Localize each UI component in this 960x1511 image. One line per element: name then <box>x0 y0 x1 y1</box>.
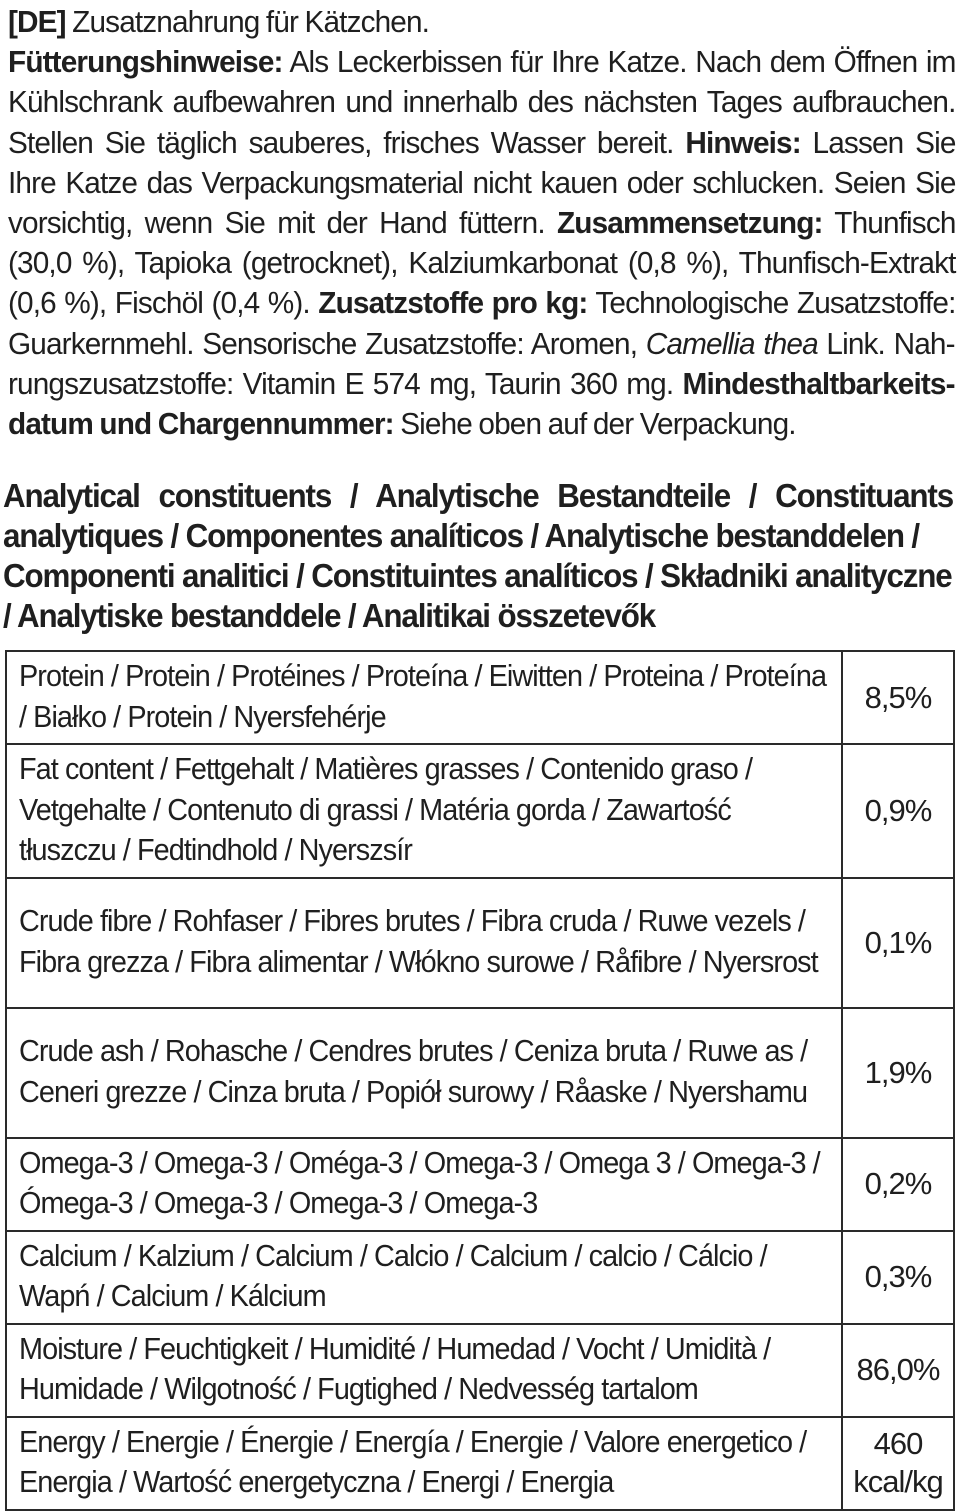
constituent-name: Calcium / Kalzium / Calcium / Calcio / Calcium / calcio / Cálcio / Wapń / Calcium / Kálcium <box>19 1237 767 1313</box>
additives-italic-text: Camellia thea <box>645 325 818 361</box>
constituent-value: 1,9% <box>842 1008 954 1138</box>
best-before-label: Mindesthaltbarkeitsdatum und Chargennummer: <box>8 365 956 442</box>
language-tag: [DE] <box>8 4 66 39</box>
constituent-name-cell <box>6 651 842 744</box>
table-row <box>6 1231 954 1324</box>
additives-text-1: Technologische Zusatzstoffe: Guarkernmehl. Sensorische Zusatzstoffe: Aromen, <box>8 285 956 361</box>
additives-text-2: Link. Nahrungszusatzstoffe: Vitamin E 574 mg, Taurin 360 mg. <box>8 325 956 401</box>
table-row <box>6 1417 954 1510</box>
constituent-value: 0,1% <box>842 878 954 1008</box>
note-text: Lassen Sie Ihre Katze das Verpackungsmaterial nicht kauen oder schlucken. Seien Sie vorsichtig, wenn Sie mit der Hand füttern. <box>8 124 956 241</box>
constituent-name-cell <box>6 1417 842 1510</box>
heading-line: Componenti analitici / Constituintes analíticos / Składniki analityczne <box>3 557 952 594</box>
table-row <box>6 1138 954 1231</box>
table-row <box>6 878 954 1008</box>
constituent-name-cell <box>6 1324 842 1417</box>
constituent-name: Crude ash / Rohasche / Cendres brutes / Ceniza bruta / Ruwe as / Ceneri grezze / Cinza bruta / Popiół surowy / Råaske / Nyershamu <box>19 1033 808 1109</box>
constituent-value: 8,5% <box>842 651 954 744</box>
constituent-name: Fat content / Fettgehalt / Matières grasses / Contenido graso / Vetgehalte / Contenuto di grassi / Matéria gorda / Zawartość tłuszczu / Fedtindhold / Nyerszsír <box>19 751 753 867</box>
analytical-constituents-heading <box>3 476 953 636</box>
constituent-name: Protein / Protein / Protéines / Proteína / Eiwitten / Proteina / Proteína / Białko / Protein / Nyersfehérje <box>19 658 827 734</box>
product-description: Zusatznahrung für Kätzchen. <box>72 4 430 39</box>
heading-line: analytiques / Componentes analíticos / Analytische bestanddelen / <box>3 517 920 554</box>
additives-label: Zusatzstoffe pro kg: <box>318 285 588 321</box>
constituent-name-cell <box>6 878 842 1008</box>
constituent-value: 0,3% <box>842 1231 954 1324</box>
table-row <box>6 651 954 744</box>
constituent-name-cell <box>6 1008 842 1138</box>
table-row <box>6 1324 954 1417</box>
product-label-text <box>8 2 956 444</box>
constituent-name: Moisture / Feuchtigkeit / Humidité / Humedad / Vocht / Umidità / Humidade / Wilgotność / Fugtighed / Nedvesség tartalom <box>19 1330 771 1406</box>
table-row <box>6 744 954 878</box>
constituent-name: Crude fibre / Rohfaser / Fibres brutes / Fibra cruda / Ruwe vezels / Fibra grezza / Fibra alimentar / Włókno surowe / Råfibre / Nyersrost <box>19 903 818 979</box>
constituent-name-cell <box>6 1231 842 1324</box>
constituent-value: 0,9% <box>842 744 954 878</box>
constituent-value: 460 kcal/kg <box>842 1417 954 1510</box>
feeding-text: Als Leckerbissen für Ihre Katze. Nach dem Öffnen im Kühlschrank aufbewahren und innerhalb des nächsten Tages aufbrauchen. Stellen Sie täglich sauberes, frisches Wasser bereit. <box>8 44 956 160</box>
constituent-name-cell <box>6 744 842 878</box>
analytical-constituents-table <box>5 650 955 1511</box>
constituent-value: 0,2% <box>842 1138 954 1231</box>
feeding-label: Fütterungshinweise: <box>8 44 283 80</box>
constituent-value: 86,0% <box>842 1324 954 1417</box>
heading-line: Analytical constituents / Analytische Bestandteile / Constituants <box>3 477 953 514</box>
constituent-name: Energy / Energie / Énergie / Energía / Energie / Valore energetico / Energia / Wartość energetyczna / Energi / Energia <box>19 1423 807 1499</box>
best-before-text: Siehe oben auf der Verpackung. <box>400 406 796 442</box>
heading-line: / Analytiske bestanddele / Analitikai összetevők <box>3 597 656 634</box>
composition-text: Thunfisch (30,0 %), Tapioka (getrocknet), Kalziumkarbonat (0,8 %), Thunfisch-Extrakt (0,6 %), Fischöl (0,4 %). <box>8 205 956 321</box>
composition-label: Zusammensetzung: <box>556 205 823 241</box>
constituent-name-cell <box>6 1138 842 1231</box>
constituent-name: Omega-3 / Omega-3 / Oméga-3 / Omega-3 / Omega 3 / Omega-3 / Ómega-3 / Omega-3 / Omega-3 / Omega-3 <box>19 1144 820 1220</box>
note-label: Hinweis: <box>685 124 801 160</box>
table-row <box>6 1008 954 1138</box>
